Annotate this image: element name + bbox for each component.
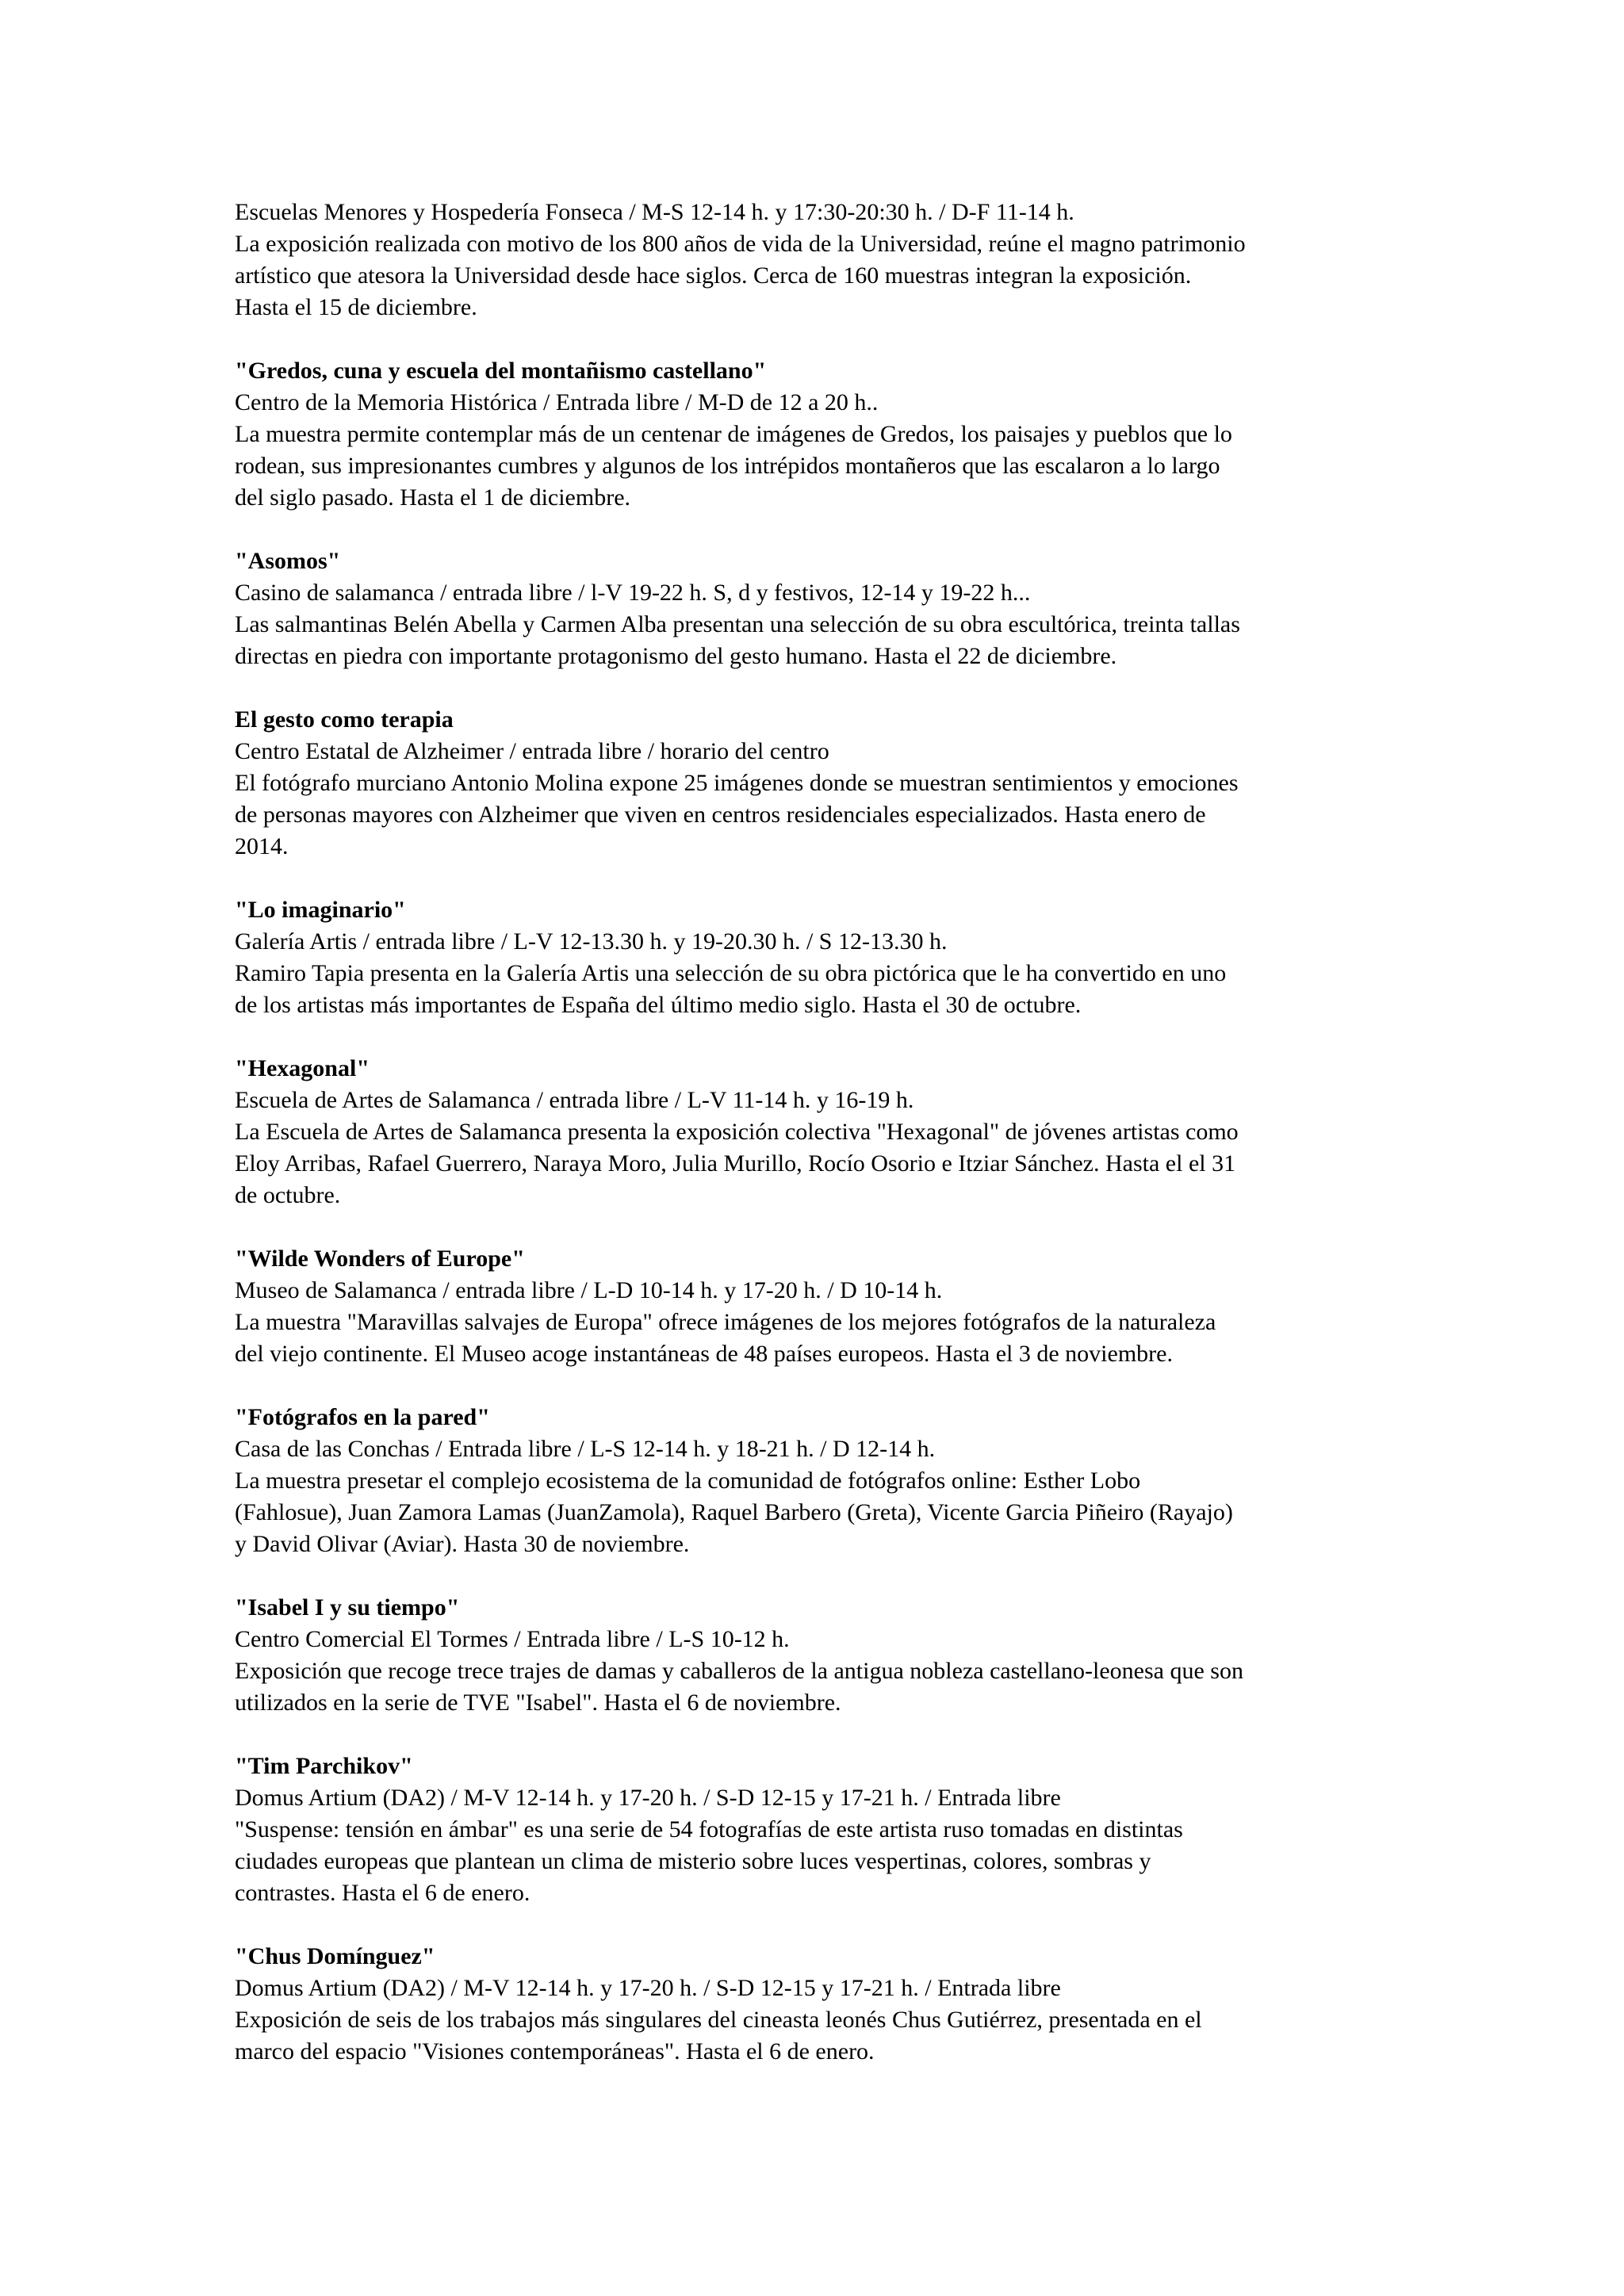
exhibition-title: "Tim Parchikov" <box>235 1753 413 1779</box>
exhibition-venue: Domus Artium (DA2) / M-V 12-14 h. y 17-20 h. / S-D 12-15 y 17-21 h. / Entrada libre <box>235 1975 1061 2001</box>
exhibition-entry <box>235 894 1424 1021</box>
intro-description-line: artístico que atesora la Universidad desde hace siglos. Cerca de 160 muestras integran la exposición. <box>235 262 1192 289</box>
exhibition-description-line: Eloy Arribas, Rafael Guerrero, Naraya Moro, Julia Murillo, Rocío Osorio e Itziar Sánchez. Hasta el el 31 <box>235 1150 1236 1177</box>
exhibition-description-line: Las salmantinas Belén Abella y Carmen Alba presentan una selección de su obra escultórica, treinta tallas <box>235 611 1240 637</box>
exhibition-description-line: de octubre. <box>235 1182 341 1208</box>
intro-description-line: Hasta el 15 de diciembre. <box>235 294 477 320</box>
exhibition-venue: Casa de las Conchas / Entrada libre / L-S 12-14 h. y 18-21 h. / D 12-14 h. <box>235 1436 936 1462</box>
exhibition-description-line: directas en piedra con importante protagonismo del gesto humano. Hasta el 22 de diciembre. <box>235 643 1117 669</box>
exhibition-venue: Centro de la Memoria Histórica / Entrada libre / M-D de 12 a 20 h.. <box>235 389 879 415</box>
exhibition-title: "Lo imaginario" <box>235 897 406 923</box>
exhibition-description-line: El fotógrafo murciano Antonio Molina expone 25 imágenes donde se muestran sentimientos y emociones <box>235 770 1239 796</box>
exhibition-venue: Museo de Salamanca / entrada libre / L-D 10-14 h. y 17-20 h. / D 10-14 h. <box>235 1277 943 1303</box>
exhibition-venue: Domus Artium (DA2) / M-V 12-14 h. y 17-20 h. / S-D 12-15 y 17-21 h. / Entrada libre <box>235 1785 1061 1811</box>
exhibition-description-line: "Suspense: tensión en ámbar" es una serie de 54 fotografías de este artista ruso tomadas en distintas <box>235 1816 1183 1843</box>
exhibition-description-line: marco del espacio "Visiones contemporáneas". Hasta el 6 de enero. <box>235 2038 875 2064</box>
exhibition-description-line: ciudades europeas que plantean un clima de misterio sobre luces vespertinas, colores, sombras y <box>235 1848 1151 1874</box>
exhibition-entry <box>235 355 1424 514</box>
exhibition-venue: Casino de salamanca / entrada libre / l-V 19-22 h. S, d y festivos, 12-14 y 19-22 h... <box>235 580 1031 606</box>
exhibition-description-line: La muestra presetar el complejo ecosistema de la comunidad de fotógrafos online: Esther Lobo <box>235 1468 1141 1494</box>
exhibition-description-line: del siglo pasado. Hasta el 1 de diciembre. <box>235 484 631 511</box>
exhibition-title: "Asomos" <box>235 548 341 574</box>
exhibition-title: "Fotógrafos en la pared" <box>235 1404 490 1430</box>
exhibition-description-line: La muestra permite contemplar más de un centenar de imágenes de Gredos, los paisajes y pueblos que lo <box>235 421 1232 447</box>
exhibition-description-line: Exposición que recoge trece trajes de damas y caballeros de la antigua nobleza castellano-leonesa que son <box>235 1658 1243 1684</box>
exhibition-venue: Centro Estatal de Alzheimer / entrada libre / horario del centro <box>235 738 829 764</box>
exhibition-entry <box>235 1941 1424 2068</box>
exhibition-description-line: utilizados en la serie de TVE "Isabel". Hasta el 6 de noviembre. <box>235 1689 841 1716</box>
exhibition-title: "Hexagonal" <box>235 1055 370 1081</box>
exhibition-title: "Isabel I y su tiempo" <box>235 1594 460 1621</box>
exhibition-title: El gesto como terapia <box>235 706 454 733</box>
exhibition-entry <box>235 704 1424 863</box>
exhibition-description-line: La muestra "Maravillas salvajes de Europa" ofrece imágenes de los mejores fotógrafos de la naturaleza <box>235 1309 1216 1335</box>
exhibition-description-line: 2014. <box>235 833 289 859</box>
document-page <box>235 197 1424 2068</box>
exhibition-description-line: (Fahlosue), Juan Zamora Lamas (JuanZamola), Raquel Barbero (Greta), Vicente Garcia Piñeiro (Rayajo) <box>235 1499 1233 1525</box>
exhibition-description-line: de los artistas más importantes de España del último medio siglo. Hasta el 30 de octubre. <box>235 992 1082 1018</box>
exhibition-description-line: de personas mayores con Alzheimer que viven en centros residenciales especializados. Hasta enero de <box>235 802 1206 828</box>
exhibition-list <box>235 355 1424 2068</box>
exhibition-description-line: del viejo continente. El Museo acoge instantáneas de 48 países europeos. Hasta el 3 de noviembre. <box>235 1341 1173 1367</box>
exhibition-title: "Gredos, cuna y escuela del montañismo castellano" <box>235 358 767 384</box>
exhibition-description-line: y David Olivar (Aviar). Hasta 30 de noviembre. <box>235 1531 690 1557</box>
exhibition-venue: Galería Artis / entrada libre / L-V 12-13.30 h. y 19-20.30 h. / S 12-13.30 h. <box>235 928 948 955</box>
exhibition-description-line: Exposición de seis de los trabajos más singulares del cineasta leonés Chus Gutiérrez, presentada en el <box>235 2007 1202 2033</box>
intro-venue: Escuelas Menores y Hospedería Fonseca / M-S 12-14 h. y 17:30-20:30 h. / D-F 11-14 h. <box>235 199 1074 225</box>
exhibition-entry <box>235 1243 1424 1370</box>
exhibition-description-line: Ramiro Tapia presenta en la Galería Artis una selección de su obra pictórica que le ha convertido en uno <box>235 960 1227 986</box>
intro-entry <box>235 197 1424 323</box>
intro-description-line: La exposición realizada con motivo de los 800 años de vida de la Universidad, reúne el magno patrimonio <box>235 231 1246 257</box>
exhibition-description-line: contrastes. Hasta el 6 de enero. <box>235 1880 530 1906</box>
exhibition-entry <box>235 545 1424 672</box>
exhibition-entry <box>235 1592 1424 1719</box>
exhibition-title: "Wilde Wonders of Europe" <box>235 1246 525 1272</box>
exhibition-entry <box>235 1751 1424 1909</box>
exhibition-entry <box>235 1053 1424 1211</box>
exhibition-description-line: La Escuela de Artes de Salamanca presenta la exposición colectiva "Hexagonal" de jóvenes artistas como <box>235 1119 1239 1145</box>
exhibition-description-line: rodean, sus impresionantes cumbres y algunos de los intrépidos montañeros que las escalaron a lo largo <box>235 453 1220 479</box>
exhibition-venue: Centro Comercial El Tormes / Entrada libre / L-S 10-12 h. <box>235 1626 790 1652</box>
exhibition-entry <box>235 1402 1424 1560</box>
exhibition-venue: Escuela de Artes de Salamanca / entrada libre / L-V 11-14 h. y 16-19 h. <box>235 1087 914 1113</box>
exhibition-title: "Chus Domínguez" <box>235 1943 435 1969</box>
